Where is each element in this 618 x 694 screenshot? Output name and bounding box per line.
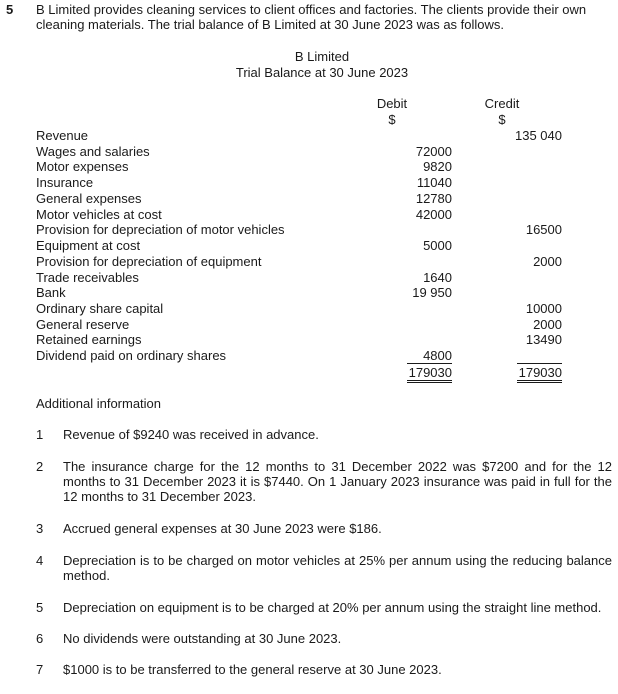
note-item	[36, 553, 612, 583]
credit-value: 16500	[525, 222, 562, 237]
note-text: Revenue of $9240 was received in advance.	[63, 427, 319, 442]
debit-value: 72000	[415, 144, 452, 159]
credit-heading: Credit	[484, 96, 520, 111]
table-row	[36, 159, 596, 175]
table-row	[36, 222, 596, 238]
total-credit: 179030	[517, 363, 562, 383]
table-row	[36, 254, 596, 270]
account-label: General expenses	[36, 191, 142, 206]
note-text: Depreciation is to be charged on motor vehicles at 25% per annum using the reducing balance method.	[63, 553, 612, 583]
account-label: Provision for depreciation of equipment	[36, 254, 262, 269]
account-label: Equipment at cost	[36, 238, 141, 253]
account-label: Motor expenses	[36, 159, 129, 174]
table-row	[36, 175, 596, 191]
credit-value: 2000	[533, 254, 562, 269]
debit-value: 42000	[415, 207, 452, 222]
table-row	[36, 207, 596, 223]
note-item	[36, 521, 612, 536]
question-intro: B Limited provides cleaning services to client offices and factories. The clients provide their own cleaning materials. The trial balance of B Limited at 30 June 2023 was as follows.	[36, 2, 587, 32]
account-label: Retained earnings	[36, 332, 142, 347]
debit-value: 1640	[423, 270, 452, 285]
table-row	[36, 285, 596, 301]
account-label: Trade receivables	[36, 270, 139, 285]
credit-value: 2000	[533, 317, 562, 332]
note-number: 2	[36, 459, 44, 474]
note-text: $1000 is to be transferred to the general reserve at 30 June 2023.	[63, 662, 442, 677]
account-label: Ordinary share capital	[36, 301, 164, 316]
account-label: Insurance	[36, 175, 94, 190]
note-number: 7	[36, 662, 44, 677]
table-row	[36, 301, 596, 317]
debit-value: 4800	[423, 348, 452, 363]
account-label: General reserve	[36, 317, 130, 332]
note-text: Depreciation on equipment is to be charged at 20% per annum using the straight line method.	[63, 600, 602, 615]
table-row	[36, 128, 596, 144]
additional-information-heading: Additional information	[36, 396, 162, 411]
table-row	[36, 317, 596, 333]
credit-value: 10000	[525, 301, 562, 316]
account-label: Provision for depreciation of motor vehicles	[36, 222, 285, 237]
table-row	[36, 348, 596, 364]
debit-value: 11040	[416, 175, 452, 190]
note-item	[36, 600, 612, 615]
account-label: Dividend paid on ordinary shares	[36, 348, 227, 363]
table-row	[36, 270, 596, 286]
note-text: No dividends were outstanding at 30 June 2023.	[63, 631, 342, 646]
credit-value: 13490	[525, 332, 562, 347]
table-row	[36, 144, 596, 160]
table-row	[36, 191, 596, 207]
table-row	[36, 332, 596, 348]
total-debit: 179030	[407, 363, 452, 383]
note-number: 1	[36, 427, 44, 442]
note-number: 5	[36, 600, 44, 615]
account-label: Motor vehicles at cost	[36, 207, 162, 222]
trial-balance-title: Trial Balance at 30 June 2023	[235, 65, 409, 80]
note-text: The insurance charge for the 12 months to 31 December 2022 was $7200 and for the 12 months to 31 December 2023 it is $7440. On 1 January 2023 insurance was paid in full for the 12 months to 31 December 2023.	[63, 459, 612, 504]
debit-heading: Debit	[376, 96, 408, 111]
debit-currency: $	[388, 112, 396, 127]
debit-value: 9820	[423, 159, 452, 174]
note-text: Accrued general expenses at 30 June 2023 were $186.	[63, 521, 382, 536]
company-name: B Limited	[294, 49, 350, 64]
note-number: 3	[36, 521, 44, 536]
note-item	[36, 427, 612, 442]
debit-value: 5000	[423, 238, 452, 253]
note-item	[36, 662, 612, 677]
account-label: Revenue	[36, 128, 89, 143]
account-label: Wages and salaries	[36, 144, 150, 159]
note-number: 6	[36, 631, 44, 646]
debit-value: 12780	[415, 191, 452, 206]
note-item	[36, 459, 612, 504]
credit-value: 135 040	[515, 128, 562, 143]
account-label: Bank	[36, 285, 66, 300]
table-row	[36, 238, 596, 254]
note-number: 4	[36, 553, 44, 568]
credit-currency: $	[498, 112, 506, 127]
totals-row	[36, 363, 596, 379]
question-number: 5	[6, 2, 14, 17]
note-item	[36, 631, 612, 646]
debit-value: 19 950	[412, 285, 452, 300]
